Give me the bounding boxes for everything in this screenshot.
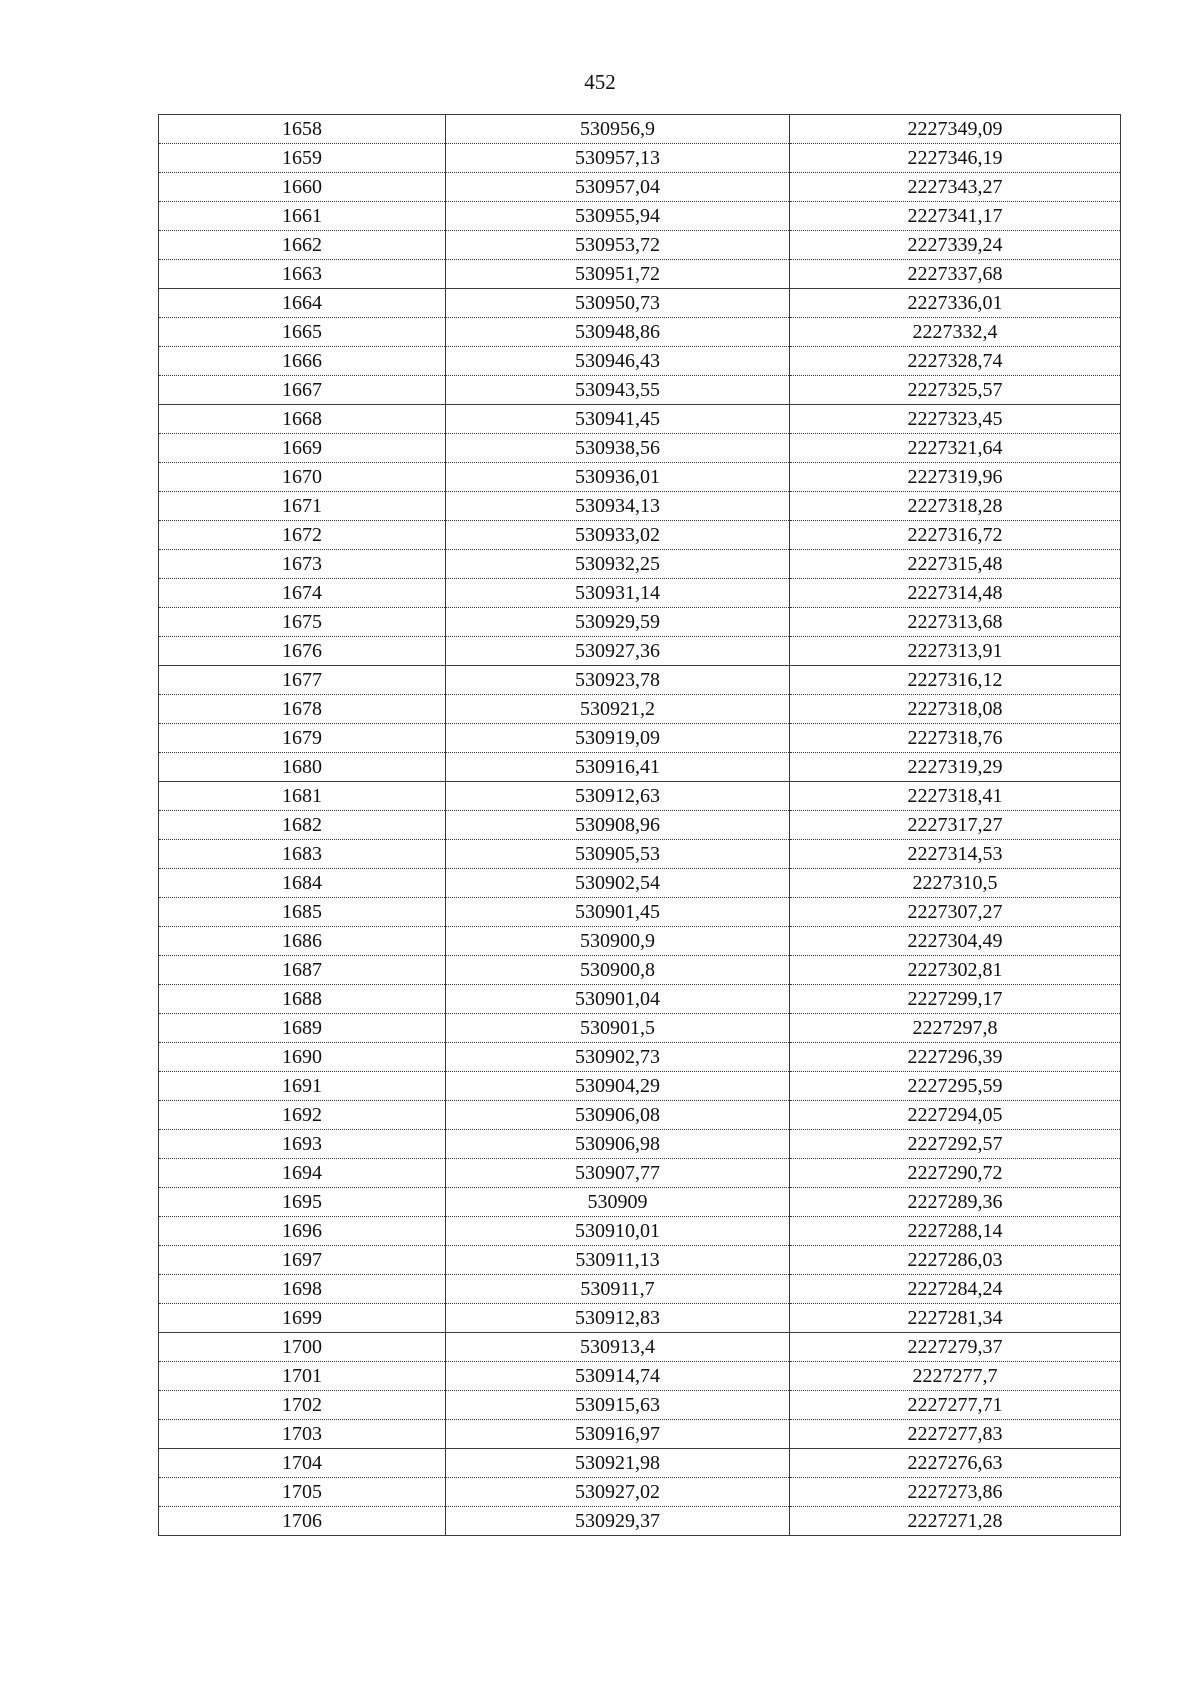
table-row — [159, 1159, 1121, 1188]
x-coordinate-cell: 530911,13 — [446, 1246, 790, 1275]
table-row — [159, 1130, 1121, 1159]
point-number-cell: 1682 — [159, 811, 446, 840]
point-number-cell: 1705 — [159, 1478, 446, 1507]
y-coordinate-cell: 2227284,24 — [790, 1275, 1121, 1304]
x-coordinate-cell: 530957,13 — [446, 144, 790, 173]
table-row — [159, 782, 1121, 811]
point-number-cell: 1666 — [159, 347, 446, 376]
point-number-cell: 1700 — [159, 1333, 446, 1362]
page-number: 452 — [584, 70, 616, 94]
table-row — [159, 695, 1121, 724]
y-coordinate-cell: 2227315,48 — [790, 550, 1121, 579]
y-coordinate-cell: 2227336,01 — [790, 289, 1121, 318]
table-row — [159, 608, 1121, 637]
y-coordinate-cell: 2227271,28 — [790, 1507, 1121, 1536]
x-coordinate-cell: 530902,54 — [446, 869, 790, 898]
point-number-cell: 1661 — [159, 202, 446, 231]
x-coordinate-cell: 530953,72 — [446, 231, 790, 260]
point-number-cell: 1692 — [159, 1101, 446, 1130]
point-number-cell: 1675 — [159, 608, 446, 637]
x-coordinate-cell: 530906,98 — [446, 1130, 790, 1159]
x-coordinate-cell: 530904,29 — [446, 1072, 790, 1101]
point-number-cell: 1697 — [159, 1246, 446, 1275]
y-coordinate-cell: 2227343,27 — [790, 173, 1121, 202]
x-coordinate-cell: 530931,14 — [446, 579, 790, 608]
table-row — [159, 1507, 1121, 1536]
y-coordinate-cell: 2227297,8 — [790, 1014, 1121, 1043]
x-coordinate-cell: 530900,8 — [446, 956, 790, 985]
y-coordinate-cell: 2227346,19 — [790, 144, 1121, 173]
point-number-cell: 1693 — [159, 1130, 446, 1159]
x-coordinate-cell: 530915,63 — [446, 1391, 790, 1420]
y-coordinate-cell: 2227277,71 — [790, 1391, 1121, 1420]
y-coordinate-cell: 2227313,91 — [790, 637, 1121, 666]
y-coordinate-cell: 2227289,36 — [790, 1188, 1121, 1217]
y-coordinate-cell: 2227314,53 — [790, 840, 1121, 869]
y-coordinate-cell: 2227318,41 — [790, 782, 1121, 811]
y-coordinate-cell: 2227277,83 — [790, 1420, 1121, 1449]
table-row — [159, 1014, 1121, 1043]
table-row — [159, 521, 1121, 550]
table-row — [159, 869, 1121, 898]
table-row — [159, 753, 1121, 782]
point-number-cell: 1696 — [159, 1217, 446, 1246]
y-coordinate-cell: 2227279,37 — [790, 1333, 1121, 1362]
x-coordinate-cell: 530906,08 — [446, 1101, 790, 1130]
point-number-cell: 1685 — [159, 898, 446, 927]
x-coordinate-cell: 530910,01 — [446, 1217, 790, 1246]
table-row — [159, 666, 1121, 695]
y-coordinate-cell: 2227313,68 — [790, 608, 1121, 637]
point-number-cell: 1694 — [159, 1159, 446, 1188]
point-number-cell: 1698 — [159, 1275, 446, 1304]
point-number-cell: 1678 — [159, 695, 446, 724]
y-coordinate-cell: 2227304,49 — [790, 927, 1121, 956]
point-number-cell: 1660 — [159, 173, 446, 202]
x-coordinate-cell: 530901,45 — [446, 898, 790, 927]
y-coordinate-cell: 2227337,68 — [790, 260, 1121, 289]
table-row — [159, 1333, 1121, 1362]
y-coordinate-cell: 2227314,48 — [790, 579, 1121, 608]
table-row — [159, 724, 1121, 753]
point-number-cell: 1670 — [159, 463, 446, 492]
table-row — [159, 318, 1121, 347]
x-coordinate-cell: 530916,97 — [446, 1420, 790, 1449]
x-coordinate-cell: 530938,56 — [446, 434, 790, 463]
table-row — [159, 1072, 1121, 1101]
x-coordinate-cell: 530951,72 — [446, 260, 790, 289]
x-coordinate-cell: 530914,74 — [446, 1362, 790, 1391]
table-row — [159, 202, 1121, 231]
point-number-cell: 1669 — [159, 434, 446, 463]
x-coordinate-cell: 530912,63 — [446, 782, 790, 811]
x-coordinate-cell: 530956,9 — [446, 115, 790, 144]
y-coordinate-cell: 2227276,63 — [790, 1449, 1121, 1478]
point-number-cell: 1679 — [159, 724, 446, 753]
y-coordinate-cell: 2227307,27 — [790, 898, 1121, 927]
y-coordinate-cell: 2227302,81 — [790, 956, 1121, 985]
y-coordinate-cell: 2227273,86 — [790, 1478, 1121, 1507]
y-coordinate-cell: 2227319,96 — [790, 463, 1121, 492]
table-row — [159, 492, 1121, 521]
x-coordinate-cell: 530955,94 — [446, 202, 790, 231]
y-coordinate-cell: 2227292,57 — [790, 1130, 1121, 1159]
point-number-cell: 1676 — [159, 637, 446, 666]
y-coordinate-cell: 2227277,7 — [790, 1362, 1121, 1391]
point-number-cell: 1665 — [159, 318, 446, 347]
point-number-cell: 1688 — [159, 985, 446, 1014]
table-row — [159, 1275, 1121, 1304]
x-coordinate-cell: 530921,98 — [446, 1449, 790, 1478]
table-row — [159, 260, 1121, 289]
table-row — [159, 550, 1121, 579]
point-number-cell: 1684 — [159, 869, 446, 898]
x-coordinate-cell: 530950,73 — [446, 289, 790, 318]
table-row — [159, 1449, 1121, 1478]
x-coordinate-cell: 530927,02 — [446, 1478, 790, 1507]
y-coordinate-cell: 2227295,59 — [790, 1072, 1121, 1101]
x-coordinate-cell: 530927,36 — [446, 637, 790, 666]
y-coordinate-cell: 2227318,08 — [790, 695, 1121, 724]
y-coordinate-cell: 2227341,17 — [790, 202, 1121, 231]
x-coordinate-cell: 530932,25 — [446, 550, 790, 579]
x-coordinate-cell: 530943,55 — [446, 376, 790, 405]
x-coordinate-cell: 530941,45 — [446, 405, 790, 434]
point-number-cell: 1673 — [159, 550, 446, 579]
point-number-cell: 1671 — [159, 492, 446, 521]
point-number-cell: 1659 — [159, 144, 446, 173]
table-row — [159, 144, 1121, 173]
table-row — [159, 579, 1121, 608]
y-coordinate-cell: 2227332,4 — [790, 318, 1121, 347]
x-coordinate-cell: 530900,9 — [446, 927, 790, 956]
table-row — [159, 1362, 1121, 1391]
x-coordinate-cell: 530916,41 — [446, 753, 790, 782]
y-coordinate-cell: 2227290,72 — [790, 1159, 1121, 1188]
table-row — [159, 1420, 1121, 1449]
x-coordinate-cell: 530911,7 — [446, 1275, 790, 1304]
point-number-cell: 1703 — [159, 1420, 446, 1449]
y-coordinate-cell: 2227339,24 — [790, 231, 1121, 260]
x-coordinate-cell: 530929,37 — [446, 1507, 790, 1536]
point-number-cell: 1664 — [159, 289, 446, 318]
table-row — [159, 1217, 1121, 1246]
table-row — [159, 1478, 1121, 1507]
y-coordinate-cell: 2227321,64 — [790, 434, 1121, 463]
x-coordinate-cell: 530905,53 — [446, 840, 790, 869]
point-number-cell: 1683 — [159, 840, 446, 869]
point-number-cell: 1681 — [159, 782, 446, 811]
point-number-cell: 1674 — [159, 579, 446, 608]
y-coordinate-cell: 2227310,5 — [790, 869, 1121, 898]
x-coordinate-cell: 530901,5 — [446, 1014, 790, 1043]
table-row — [159, 434, 1121, 463]
point-number-cell: 1677 — [159, 666, 446, 695]
table-row — [159, 956, 1121, 985]
point-number-cell: 1701 — [159, 1362, 446, 1391]
point-number-cell: 1668 — [159, 405, 446, 434]
y-coordinate-cell: 2227349,09 — [790, 115, 1121, 144]
table-row — [159, 985, 1121, 1014]
x-coordinate-cell: 530923,78 — [446, 666, 790, 695]
table-row — [159, 289, 1121, 318]
point-number-cell: 1691 — [159, 1072, 446, 1101]
y-coordinate-cell: 2227294,05 — [790, 1101, 1121, 1130]
y-coordinate-cell: 2227299,17 — [790, 985, 1121, 1014]
y-coordinate-cell: 2227319,29 — [790, 753, 1121, 782]
table-row — [159, 637, 1121, 666]
x-coordinate-cell: 530919,09 — [446, 724, 790, 753]
x-coordinate-cell: 530912,83 — [446, 1304, 790, 1333]
table-row — [159, 1246, 1121, 1275]
y-coordinate-cell: 2227316,72 — [790, 521, 1121, 550]
point-number-cell: 1690 — [159, 1043, 446, 1072]
table-row — [159, 840, 1121, 869]
table-row — [159, 115, 1121, 144]
y-coordinate-cell: 2227318,28 — [790, 492, 1121, 521]
table-row — [159, 1188, 1121, 1217]
x-coordinate-cell: 530957,04 — [446, 173, 790, 202]
x-coordinate-cell: 530907,77 — [446, 1159, 790, 1188]
x-coordinate-cell: 530908,96 — [446, 811, 790, 840]
x-coordinate-cell: 530929,59 — [446, 608, 790, 637]
y-coordinate-cell: 2227288,14 — [790, 1217, 1121, 1246]
table-row — [159, 1304, 1121, 1333]
table-row — [159, 376, 1121, 405]
point-number-cell: 1706 — [159, 1507, 446, 1536]
point-number-cell: 1672 — [159, 521, 446, 550]
table-row — [159, 1043, 1121, 1072]
x-coordinate-cell: 530902,73 — [446, 1043, 790, 1072]
table-row — [159, 405, 1121, 434]
table-row — [159, 1101, 1121, 1130]
x-coordinate-cell: 530948,86 — [446, 318, 790, 347]
y-coordinate-cell: 2227323,45 — [790, 405, 1121, 434]
x-coordinate-cell: 530934,13 — [446, 492, 790, 521]
coordinates-table — [158, 114, 1121, 1536]
x-coordinate-cell: 530901,04 — [446, 985, 790, 1014]
point-number-cell: 1695 — [159, 1188, 446, 1217]
x-coordinate-cell: 530921,2 — [446, 695, 790, 724]
table-body — [159, 115, 1121, 1536]
y-coordinate-cell: 2227328,74 — [790, 347, 1121, 376]
point-number-cell: 1667 — [159, 376, 446, 405]
table-row — [159, 1391, 1121, 1420]
x-coordinate-cell: 530933,02 — [446, 521, 790, 550]
point-number-cell: 1680 — [159, 753, 446, 782]
table-row — [159, 927, 1121, 956]
x-coordinate-cell: 530913,4 — [446, 1333, 790, 1362]
x-coordinate-cell: 530936,01 — [446, 463, 790, 492]
y-coordinate-cell: 2227317,27 — [790, 811, 1121, 840]
table-row — [159, 347, 1121, 376]
y-coordinate-cell: 2227286,03 — [790, 1246, 1121, 1275]
table-row — [159, 898, 1121, 927]
point-number-cell: 1658 — [159, 115, 446, 144]
y-coordinate-cell: 2227316,12 — [790, 666, 1121, 695]
point-number-cell: 1699 — [159, 1304, 446, 1333]
x-coordinate-cell: 530909 — [446, 1188, 790, 1217]
point-number-cell: 1686 — [159, 927, 446, 956]
table-row — [159, 463, 1121, 492]
y-coordinate-cell: 2227281,34 — [790, 1304, 1121, 1333]
point-number-cell: 1663 — [159, 260, 446, 289]
table-row — [159, 811, 1121, 840]
point-number-cell: 1702 — [159, 1391, 446, 1420]
point-number-cell: 1662 — [159, 231, 446, 260]
y-coordinate-cell: 2227325,57 — [790, 376, 1121, 405]
table-row — [159, 173, 1121, 202]
y-coordinate-cell: 2227318,76 — [790, 724, 1121, 753]
table-row — [159, 231, 1121, 260]
point-number-cell: 1689 — [159, 1014, 446, 1043]
x-coordinate-cell: 530946,43 — [446, 347, 790, 376]
point-number-cell: 1704 — [159, 1449, 446, 1478]
y-coordinate-cell: 2227296,39 — [790, 1043, 1121, 1072]
point-number-cell: 1687 — [159, 956, 446, 985]
